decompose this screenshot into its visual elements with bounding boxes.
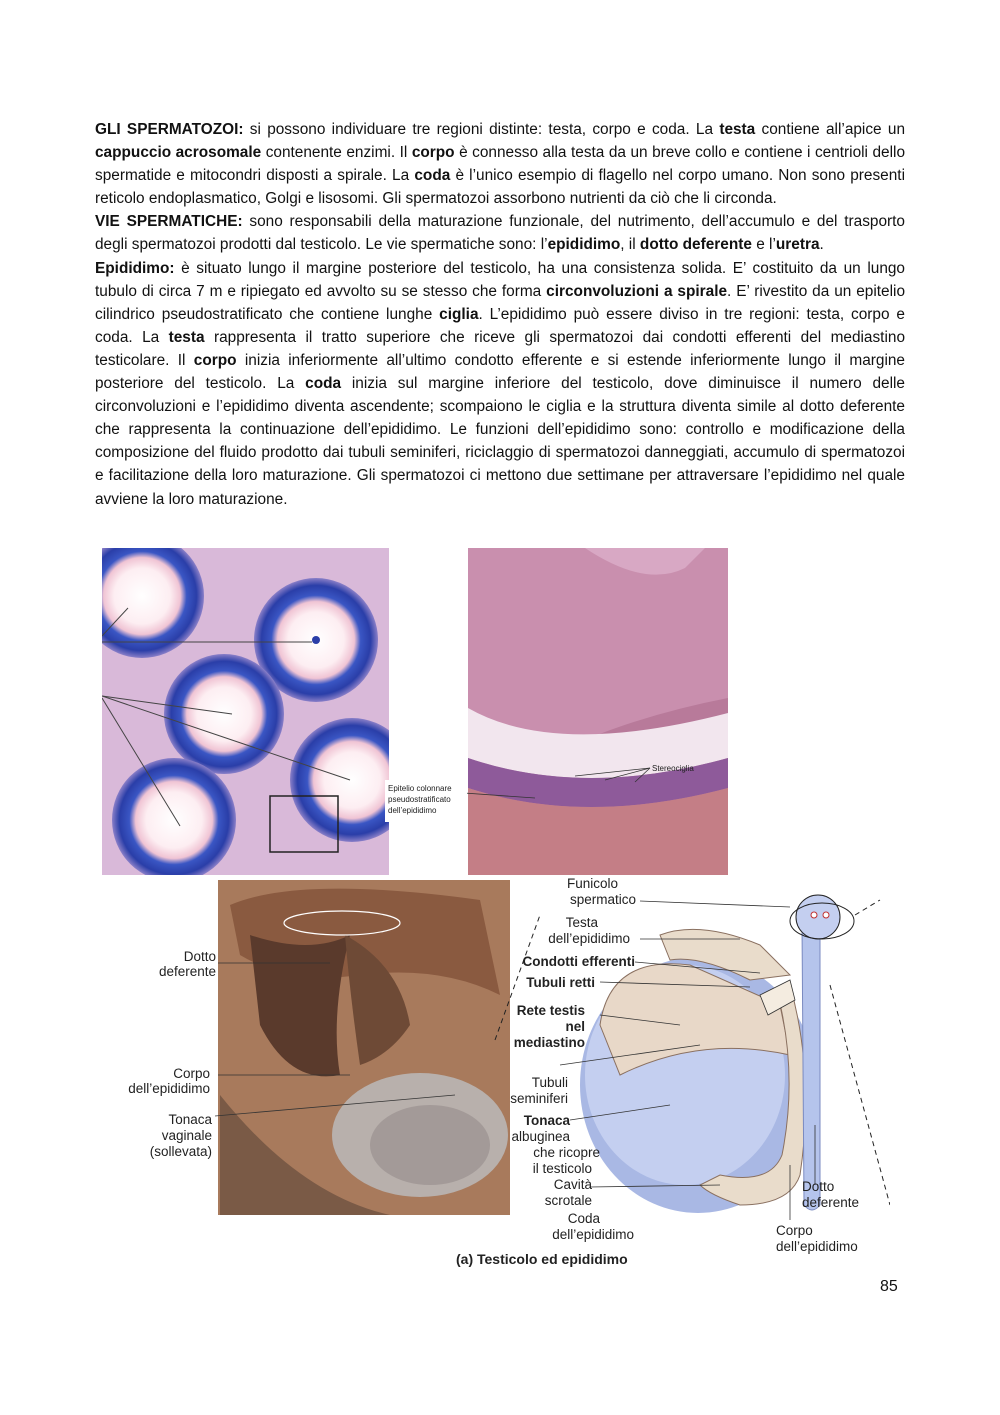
epididymis-micrograph: [385, 548, 730, 875]
text-run: è l’unico esempio di flagello nel corpo umano. Non sono presenti reticolo endoplasmatico, Golgi e lisosomi. Gli spermatozoi assorbono nutrienti da ciò che li circonda.: [95, 167, 905, 208]
label-tubuli-retti: Tubuli retti: [526, 975, 595, 990]
label-rete-2: nel: [565, 1019, 585, 1034]
label-corpo-1: Corpo: [173, 1066, 210, 1081]
label-albuginea-3: che ricopre: [533, 1145, 600, 1160]
testis-epididymis-diagram: [100, 875, 890, 1275]
label-coda-1: Coda: [567, 1211, 600, 1226]
body-text: [95, 118, 905, 511]
label-tonaca-1: Tonaca: [168, 1112, 212, 1127]
label-seminiferi-1: Tubuli: [531, 1075, 568, 1090]
label-tonaca-2: vaginale: [161, 1128, 212, 1143]
text-run: , il: [620, 236, 640, 254]
bold-term: uretra: [775, 236, 820, 254]
paragraph-epididimo: [95, 257, 905, 511]
seminiferous-tubules-micrograph: [102, 548, 389, 875]
text-run: .: [819, 236, 824, 254]
label-rete-3: mediastino: [513, 1035, 585, 1050]
text-run: inizia sul margine inferiore del testicolo, dove diminuisce il numero delle circonvoluzioni e l’epididimo diventa ascendente; scompaiono le ciglia e la struttura diventa simile al dotto deferente che rappresenta la continuazione dell’epididimo. Le funzioni dell’epididimo sono: controllo e modificazione della composizione del fluido prodotto dai tubuli seminiferi, riciclaggio di spermatozoi danneggiati, accumulo di spermatozoi e facilitazione della loro maturazione. Gli spermatozoi ci mettono due settimane per attraversare l’epididimo nel quale avviene la loro maturazione.: [95, 375, 905, 508]
text-run: inizia inferiormente all’ultimo condotto efferente e si estende inferiormente lungo il margine posteriore del testicolo. La: [95, 351, 905, 393]
label-dotto-right-2: deferente: [802, 1195, 860, 1210]
bold-term: corpo: [193, 351, 237, 369]
text-run: è situato lungo il margine posteriore del testicolo, ha una consistenza solida. E’ costituito da un lungo tubulo di circa 7 m e ripiegato ed avvolto su se stesso che forma: [95, 259, 905, 300]
label-corpo-2: dell’epididimo: [128, 1081, 210, 1096]
label-albuginea-1: Tonaca: [523, 1113, 570, 1128]
label-rete-1: Rete testis: [516, 1003, 585, 1018]
label-funicolo-2: spermatico: [569, 892, 636, 907]
label-tonaca-3: (sollevata): [149, 1144, 212, 1159]
text-run: contiene all’apice un: [755, 121, 906, 138]
paragraph-spermatozoi: [95, 118, 905, 210]
page-number: 85: [880, 1278, 898, 1295]
text-run: contenente enzimi. Il: [261, 144, 412, 162]
bold-term: cappuccio acrosomale: [95, 144, 262, 162]
bold-term: testa: [168, 328, 205, 346]
bold-term: circonvoluzioni a spirale: [546, 282, 728, 300]
text-run: rappresenta il tratto superiore che riceve gli spermatozoi dai condotti efferenti del mediastino testicolare. Il: [95, 328, 906, 369]
text-run: . E’ rivestito da un epitelio cilindrico pseudostratificato che contiene lunghe: [95, 282, 906, 323]
bold-term: testa: [719, 121, 756, 138]
text-run: e l’: [751, 236, 776, 254]
epithelium-label-3: dell’epididimo: [388, 806, 437, 815]
label-testa-1: Testa: [565, 915, 598, 930]
label-albuginea-2: albuginea: [511, 1129, 570, 1144]
bold-term: VIE SPERMATICHE:: [95, 213, 243, 231]
bold-term: coda: [414, 167, 451, 185]
label-cavita-1: Cavità: [553, 1177, 592, 1192]
label-testa-2: dell’epididimo: [548, 931, 630, 946]
text-run: si possono individuare tre regioni distinte: testa, corpo e coda. La: [243, 121, 720, 138]
bold-term: corpo: [411, 144, 455, 162]
dissection-photo: [218, 880, 510, 1215]
bold-term: ciglia: [439, 305, 479, 323]
label-condotti: Condotti efferenti: [522, 954, 635, 969]
text-run: è connesso alla testa da un breve collo e contiene i centrioli dello spermatide e mitocondri disposti a spirale. La: [95, 144, 905, 185]
bold-term: Epididimo:: [95, 259, 175, 277]
label-corpo-right-2: dell’epididimo: [776, 1239, 858, 1254]
epithelium-label-2: pseudostratificato: [388, 795, 451, 804]
left-labels: [128, 949, 216, 1159]
bold-term: dotto deferente: [639, 236, 752, 254]
label-coda-2: dell’epididimo: [552, 1227, 634, 1242]
bold-term: GLI SPERMATOZOI:: [95, 121, 244, 138]
label-dotto-2: deferente: [158, 964, 216, 979]
text-run: . L’epididimo può essere diviso in tre regioni: testa, corpo e coda. La: [95, 305, 905, 346]
label-albuginea-4: il testicolo: [532, 1161, 592, 1176]
paragraph-vie-spermatiche: [95, 210, 905, 256]
text-run: sono responsabili della maturazione funzionale, del nutrimento, dell’accumulo e del trasporto degli spermatozoi prodotti dal testicolo. Le vie spermatiche sono: l’: [95, 213, 905, 254]
label-cavita-2: scrotale: [544, 1193, 592, 1208]
bold-term: coda: [305, 375, 342, 393]
label-dotto-right-1: Dotto: [802, 1179, 835, 1194]
label-dotto-1: Dotto: [183, 949, 216, 964]
figure-caption: (a) Testicolo ed epididimo: [456, 1251, 628, 1267]
label-seminiferi-2: seminiferi: [510, 1091, 568, 1106]
epithelium-label-1: Epitelio colonnare: [388, 784, 452, 793]
label-funicolo-1: Funicolo: [566, 876, 618, 891]
label-corpo-right-1: Corpo: [776, 1223, 813, 1238]
stereociglia-label: Stereociglia: [652, 764, 694, 773]
bold-term: epididimo: [547, 236, 621, 254]
